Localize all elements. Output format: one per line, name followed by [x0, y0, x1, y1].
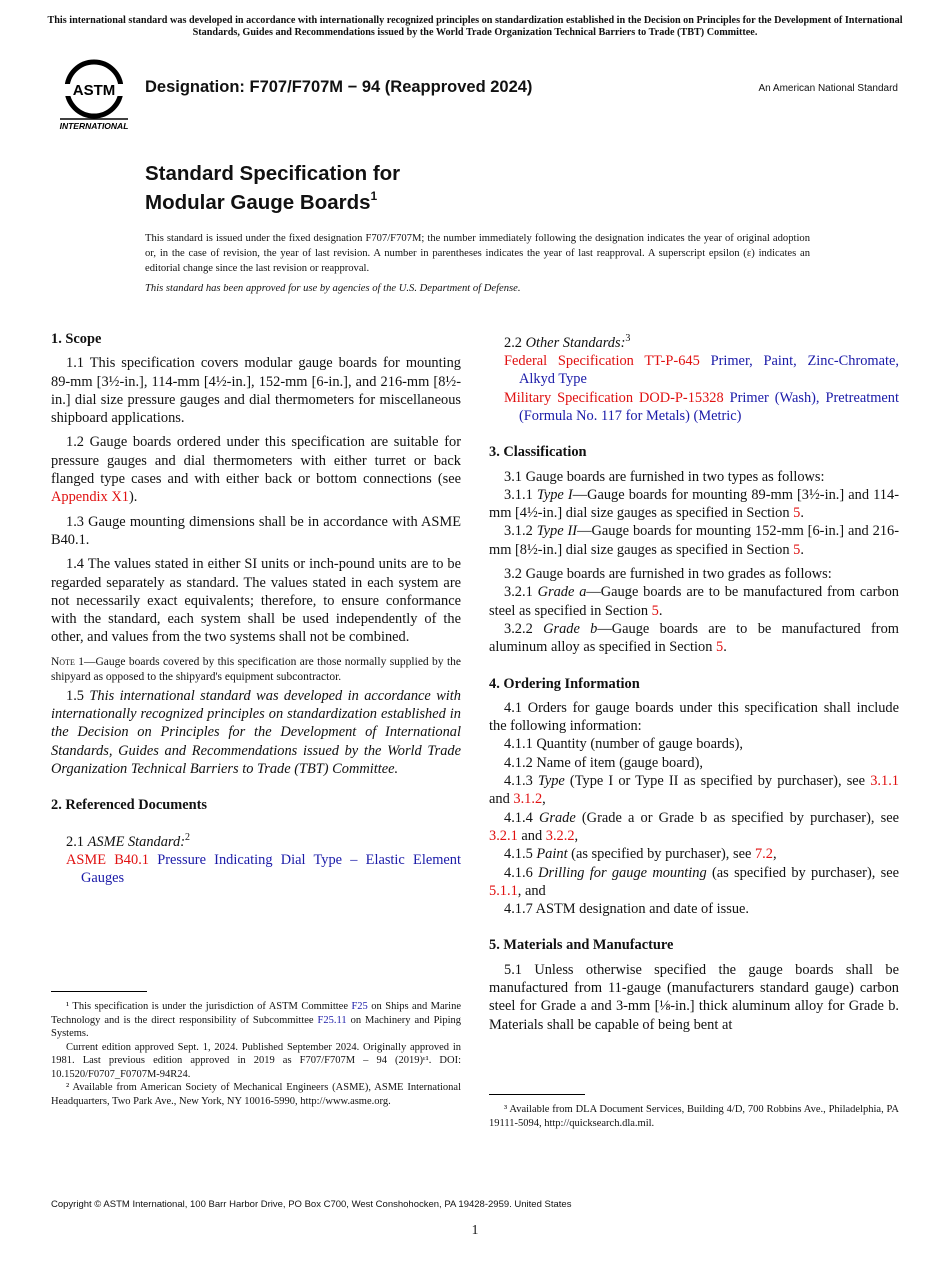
designation: Designation: F707/F707M − 94 (Reapproved 2024): [145, 78, 533, 96]
section-2-heading: 2. Referenced Documents: [51, 797, 207, 814]
link-3-1-1[interactable]: 3.1.1: [870, 773, 899, 790]
link-3-2-2[interactable]: 3.2.2: [545, 827, 575, 844]
left-column: [51, 330, 461, 1107]
link-appendix-x1[interactable]: Appendix X1: [51, 489, 129, 506]
title-footnote-ref: 1: [370, 189, 378, 203]
note-1: Note 1—Gauge boards covered by this specification are those normally supplied by the shipyard as opposed to the shipyard's equipment subcontractor.: [51, 655, 461, 683]
tbt-notice: This international standard was developed in accordance with internationally recognized principles on standardization established in the Decision on Principles for the Development of International Standards, Guides and Recommendations issued by the World Trade Organization Technical Barriers to Trade (TBT) Committee.: [47, 15, 903, 38]
para-3-2-2: 3.2.2 Grade b—Gauge boards are to be manufactured from aluminum alloy as specified in Section 5.: [489, 620, 899, 656]
link-3-1-2[interactable]: 3.1.2: [513, 791, 543, 808]
para-4-1: 4.1 Orders for gauge boards under this specification shall include the following information:: [489, 699, 899, 735]
footnote-1: ¹ This specification is under the jurisdiction of ASTM Committee F25 on Ships and Marine Technology and is the direct responsibility of Subcommittee F25.11 on Machinery and Piping Systems.: [51, 1001, 461, 1039]
logo-text: ASTM: [72, 82, 116, 99]
link-7-2[interactable]: 7.2: [754, 846, 773, 863]
page-number: 1: [471, 1222, 479, 1237]
footnote-rule: [489, 1094, 585, 1095]
para-3-2: 3.2 Gauge boards are furnished in two grades as follows:: [504, 566, 832, 583]
section-4-heading: 4. Ordering Information: [489, 675, 640, 692]
para-4-1-6: 4.1.6 Drilling for gauge mounting (as specified by purchaser), see 5.1.1, and: [489, 864, 900, 899]
para-4-1-2: 4.1.2 Name of item (gauge board),: [504, 754, 704, 771]
para-1-5: 1.5 This international standard was developed in accordance with internationally recognized principles on standardization established in the Decision on Principles for the Development of International Standards, Guides and Recommendations issued by the World Trade Organization Technical Barriers to Trade (TBT) Committee.: [51, 687, 461, 777]
link-f25[interactable]: F25: [351, 1001, 368, 1012]
issuance-statement: This standard is issued under the fixed designation F707/F707M; the number immediately following the designation indicates the year of original adoption or, in the case of revision, the year of last revision. A number in parentheses indicates the year of last reapproval. A superscript epsilon (ε) indicates an editorial change since the last revision or reapproval.: [145, 233, 810, 274]
ref-dod-p-15328[interactable]: Military Specification DOD-P-15328 Primer (Wash), Pretreatment (Formula No. 117 for Metals) (Metric): [504, 389, 899, 424]
link-3-2-1[interactable]: 3.2.1: [489, 827, 518, 844]
title-line-2: Modular Gauge Boards: [145, 191, 371, 214]
astm-logo-mark: [60, 62, 129, 131]
link-section-5[interactable]: 5: [651, 602, 659, 619]
footnote-rule: [51, 991, 147, 992]
logo-subtext: INTERNATIONAL: [59, 121, 129, 131]
footnote-2: ² Available from American Society of Mechanical Engineers (ASME), ASME International Headquarters, Two Park Ave., New York, NY 10016-5990, http://www.asme.org.: [51, 1082, 461, 1107]
copyright-footer: Copyright © ASTM International, 100 Barr Harbor Drive, PO Box C700, West Conshohocken, PA 19428-2959. United States: [51, 1199, 572, 1210]
para-3-2-1: 3.2.1 Grade a—Gauge boards are to be manufactured from carbon steel as specified in Section 5.: [489, 584, 899, 619]
para-1-2: 1.2 Gauge boards ordered under this specification are suitable for pressure gauges and dial thermometers with either turret or back flanged type cases and with either back or bottom connections (see Appendix X1).: [51, 434, 461, 506]
para-3-1-2: 3.1.2 Type II—Gauge boards for mounting 152-mm [6-in.] and 216-mm [8½-in.] dial size gauges as specified in Section 5.: [489, 523, 900, 558]
para-2-1: 2.1 ASME Standard:$^2$: [66, 831, 190, 850]
section-5-heading: 5. Materials and Manufacture: [489, 937, 674, 954]
link-section-5[interactable]: 5: [793, 541, 801, 558]
section-3-heading: 3. Classification: [489, 444, 587, 461]
para-5-1: 5.1 Unless otherwise specified the gauge boards shall be manufactured from 11-gauge (manufacturers standard gauge) carbon steel for Grade a and 3-mm [⅛-in.] thick aluminum alloy for Grade b. Materials shall be capable of being bent at: [489, 961, 899, 1033]
astm-logo: [52, 56, 136, 132]
para-3-1: 3.1 Gauge boards are furnished in two types as follows:: [504, 468, 825, 485]
right-column: [489, 330, 900, 1129]
para-1-4: 1.4 The values stated in either SI units or inch-pound units are to be regarded separately as standard. The values stated in each system are not necessarily exact equivalents; therefore, to ensure conformance with the standard, each system shall be used independently of the other, and values from the two systems shall not be combined.: [51, 556, 461, 646]
para-2-2: 2.2 Other Standards:$^3$: [504, 333, 631, 351]
para-1-3: 1.3 Gauge mounting dimensions shall be in accordance with ASME B40.1.: [51, 513, 461, 548]
link-f25-11[interactable]: F25.11: [317, 1014, 347, 1026]
para-4-1-1: 4.1.1 Quantity (number of gauge boards),: [504, 736, 743, 753]
para-4-1-3: 4.1.3 Type (Type I or Type II as specified by purchaser), see 3.1.1 and 3.1.2,: [489, 773, 899, 808]
dod-approval-statement: This standard has been approved for use by agencies of the U.S. Department of Defense.: [145, 283, 521, 294]
para-4-1-4: 4.1.4 Grade (Grade a or Grade b as specified by purchaser), see 3.2.1 and 3.2.2,: [489, 809, 899, 844]
section-1-heading: 1. Scope: [51, 331, 102, 347]
para-1-1: 1.1 This specification covers modular gauge boards for mounting 89-mm [3½-in.], 114-mm [4½-in.], 152-mm [6-in.], and 216-mm [8½-in.] dial size pressure gauges and dial thermometers for miscellaneous shipboard applications.: [51, 355, 461, 427]
left-footnotes: [51, 991, 461, 1108]
american-national-standard: An American National Standard: [758, 83, 898, 94]
para-4-1-7: 4.1.7 ASTM designation and date of issue.: [504, 901, 750, 918]
right-footnotes: [489, 1094, 899, 1130]
document-title: [145, 162, 400, 214]
link-section-5[interactable]: 5: [716, 639, 724, 656]
link-section-5[interactable]: 5: [793, 505, 801, 522]
footnote-3: ³ Available from DLA Document Services, Building 4/D, 700 Robbins Ave., Philadelphia, PA 19111-5094, http://quicksearch.dla.mil.: [489, 1104, 899, 1129]
footnote-1-edition: Current edition approved Sept. 1, 2024. Published September 2024. Originally approved in 1981. Last previous edition approved in 2019 as F707/F707M – 94 (2019)ᵋ¹. DOI: 10.1520/F0707_F0707M-94R24.: [51, 1041, 461, 1080]
ref-asme-b40-1[interactable]: ASME B40.1 Pressure Indicating Dial Type – Elastic Element Gauges: [66, 851, 461, 886]
para-4-1-5: 4.1.5 Paint (as specified by purchaser), see 7.2,: [504, 846, 777, 863]
link-5-1-1[interactable]: 5.1.1: [489, 882, 518, 899]
ref-tt-p-645[interactable]: Federal Specification TT-P-645 Primer, Paint, Zinc-Chromate, Alkyd Type: [504, 353, 899, 388]
para-3-1-1: 3.1.1 Type I—Gauge boards for mounting 89-mm [3½-in.] and 114-mm [4½-in.] dial size gauges as specified in Section 5.: [489, 486, 899, 522]
title-line-1: Standard Specification for: [145, 162, 401, 185]
